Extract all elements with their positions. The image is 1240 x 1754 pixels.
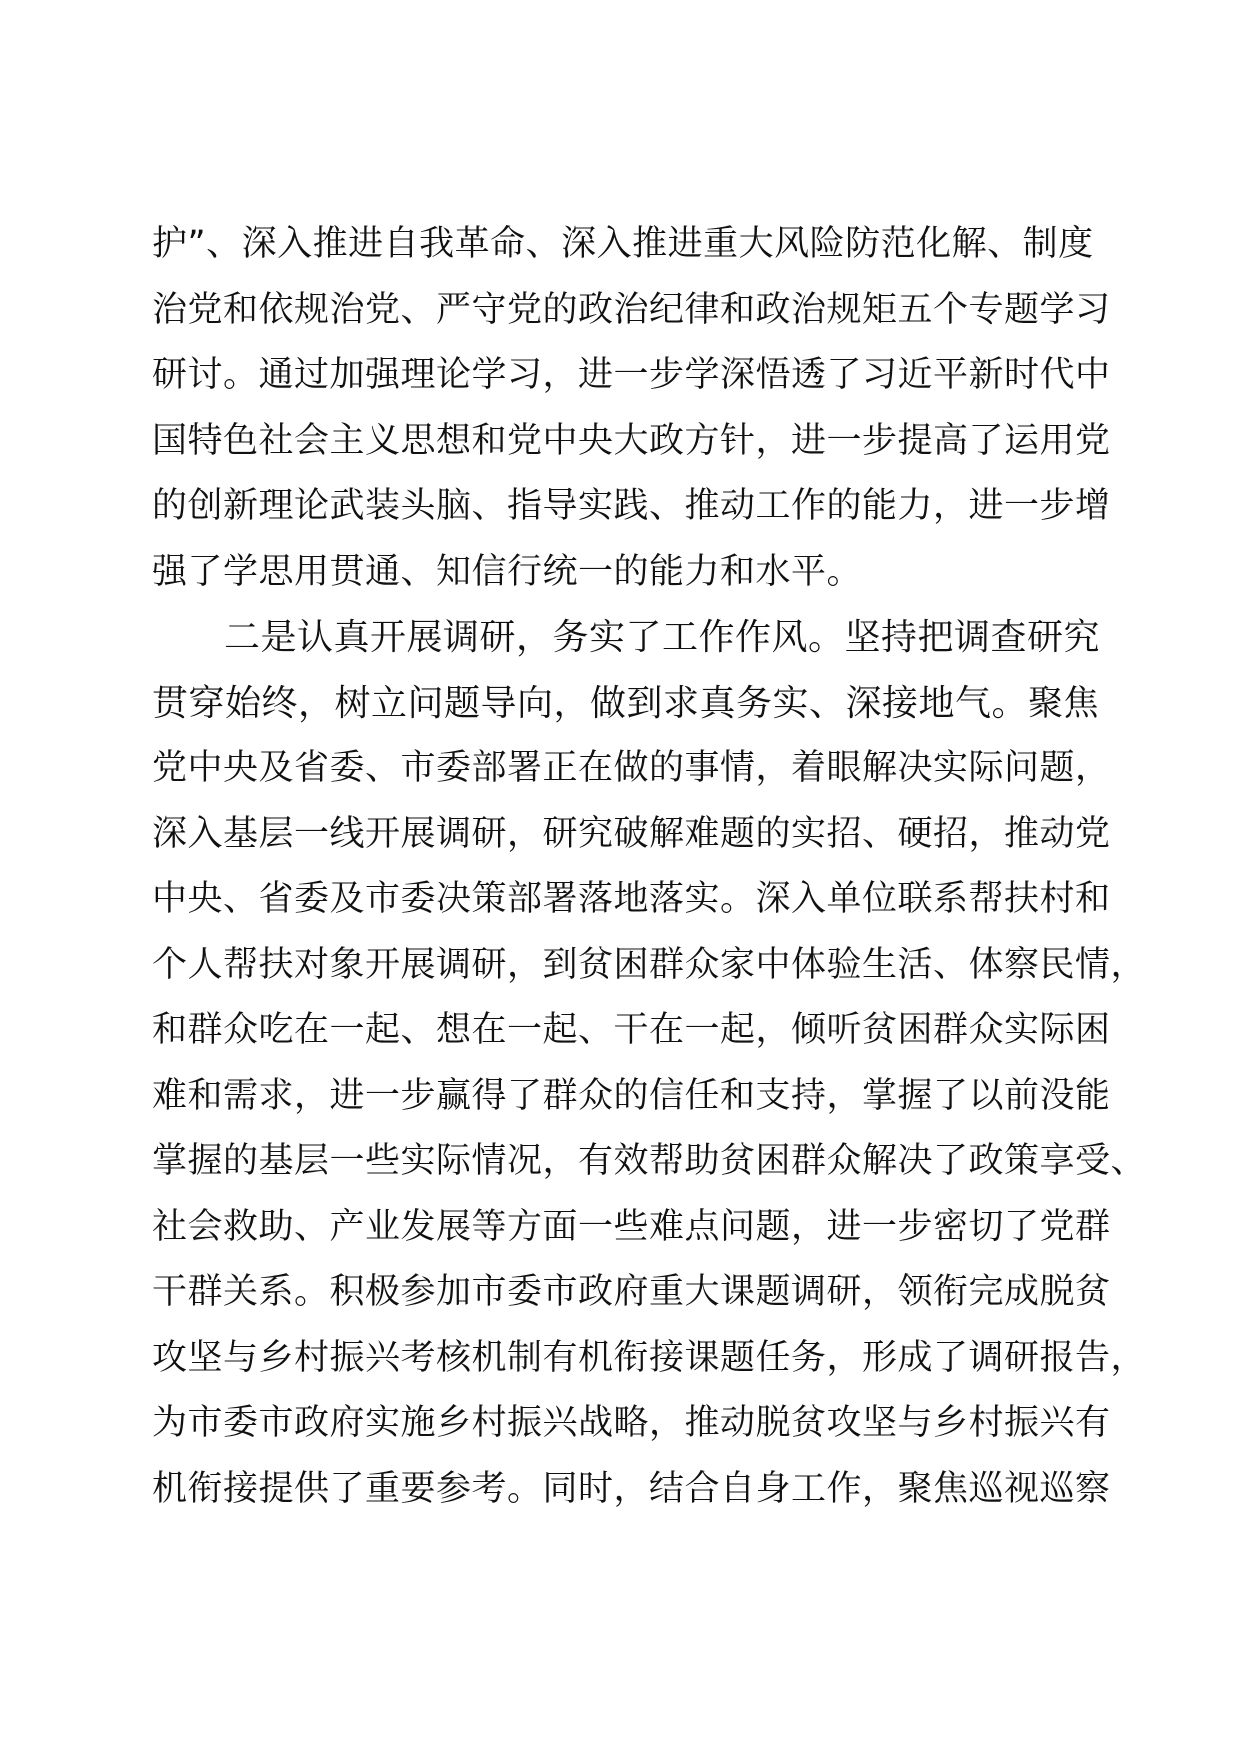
body-line: 深入基层一线开展调研，研究破解难题的实招、硬招，推动党 — [152, 813, 1111, 854]
body-line: 治党和依规治党、严守党的政治纪律和政治规矩五个专题学习 — [152, 289, 1111, 330]
body-line: 难和需求，进一步赢得了群众的信任和支持，掌握了以前没能 — [152, 1075, 1111, 1116]
section-heading-line: 二是认真开展调研，务实了工作作风。坚持把调查研究 — [224, 617, 1101, 658]
body-line: 党中央及省委、市委部署正在做的事情，着眼解决实际问题， — [152, 748, 1111, 788]
body-line: 强了学思用贯通、知信行统一的能力和水平。 — [152, 551, 863, 592]
body-line: 中央、省委及市委决策部署落地落实。深入单位联系帮扶村和 — [152, 879, 1111, 919]
section-heading-continuation — [152, 671, 1112, 737]
body-line: 研讨。通过加强理论学习，进一步学深悟透了习近平新时代中 — [152, 355, 1111, 395]
document-body — [152, 212, 1147, 1522]
body-line: 掌握的基层一些实际情况，有效帮助贫困群众解决了政策享受、 — [152, 1141, 1147, 1181]
body-line: 为市委市政府实施乡村振兴战略，推动脱贫攻坚与乡村振兴有 — [152, 1403, 1111, 1443]
body-text-run: 聚焦 — [1028, 683, 1100, 724]
body-line: 个人帮扶对象开展调研，到贫困群众家中体验生活、体察民情， — [152, 944, 1147, 985]
body-line: 国特色社会主义思想和党中央大政方针，进一步提高了运用党 — [152, 420, 1111, 461]
body-line: 的创新理论武装头脑、指导实践、推动工作的能力，进一步增 — [152, 486, 1111, 526]
body-line: 机衔接提供了重要参考。同时，结合自身工作，聚焦巡视巡察 — [152, 1468, 1111, 1509]
body-line: 攻坚与乡村振兴考核机制有机衔接课题任务，形成了调研报告， — [152, 1337, 1147, 1378]
body-line: 干群关系。积极参加市委市政府重大课题调研，领衔完成脱贫 — [152, 1272, 1111, 1312]
body-line: 护”、深入推进自我革命、深入推进重大风险防范化解、制度 — [152, 224, 1094, 264]
section-heading-tail: 贯穿始终，树立问题导向，做到求真务实、深接地气。 — [152, 682, 1029, 724]
body-line: 社会救助、产业发展等方面一些难点问题，进一步密切了党群 — [152, 1206, 1111, 1247]
body-line: 和群众吃在一起、想在一起、干在一起，倾听贫困群众实际困 — [152, 1010, 1111, 1050]
